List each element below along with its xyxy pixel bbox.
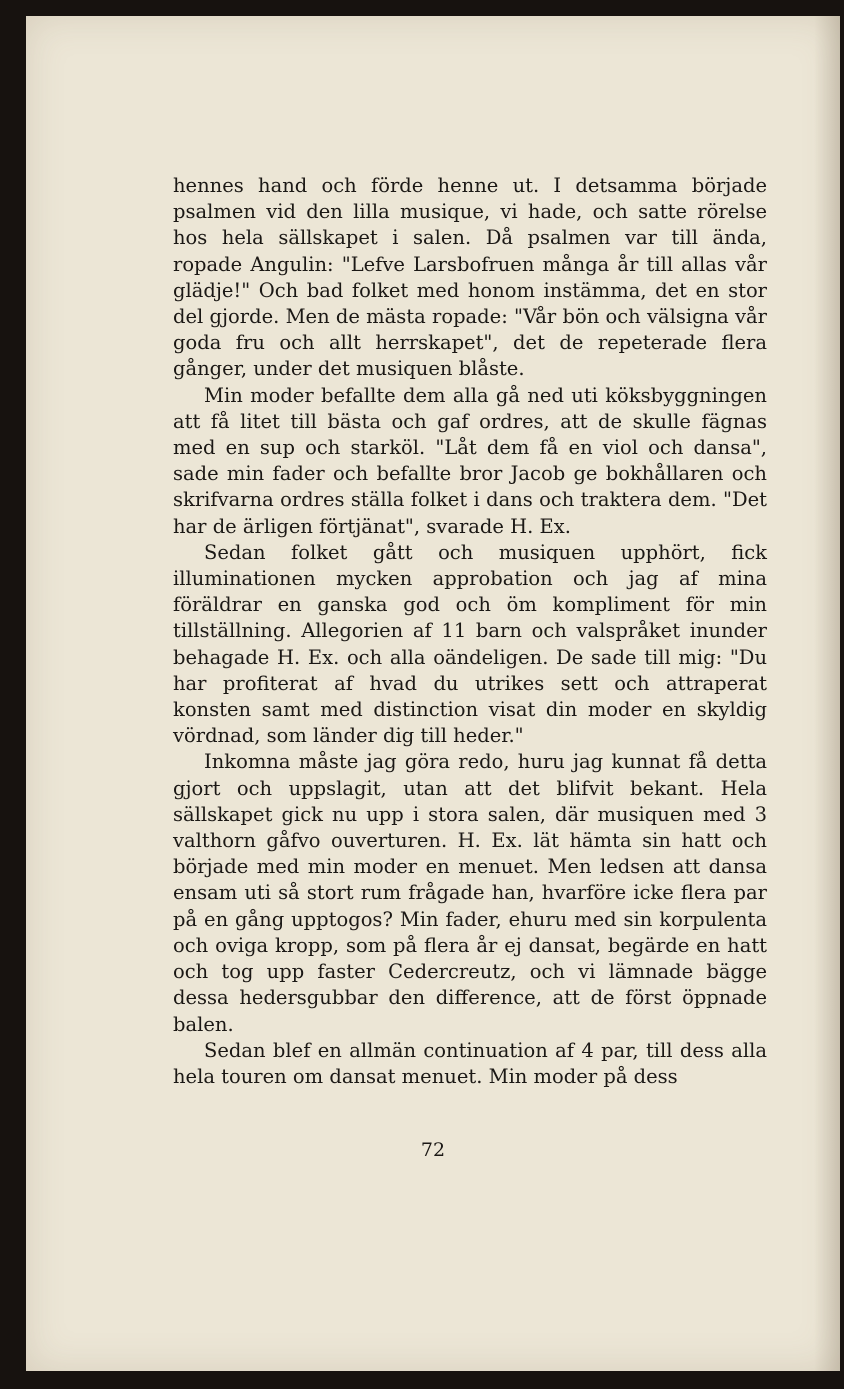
paragraph-1: hennes hand och förde henne ut. I detsamma började psalmen vid den lilla musique, vi hade, och satte rörelse hos hela sällskapet i salen. Då psalmen var till ända, ropade Angulin: "Lefve Larsbofruen många år till allas vår glädje!" Och bad folket med honom instämma, det en stor del gjorde. Men de mästa ropade: "Vår bön och välsigna vår goda fru och allt herrskapet", det de repeterade flera gånger, under det musiquen blåste.: [173, 174, 767, 381]
paragraph-3: Sedan folket gått och musiquen upphört, fick illuminationen mycken approbation och jag af mina föräldrar en ganska god och öm kompliment för min tillställning. Allegorien af 11 barn och valspråket inunder behagade H. Ex. och alla oändeligen. De sade till mig: "Du har profiterat af hvad du utrikes sett och attraperat konsten samt med distinction visat din moder en skyldig vördnad, som länder dig till heder.": [173, 540, 767, 748]
paragraph-2: Min moder befallte dem alla gå ned uti köksbyggningen att få litet till bästa och gaf ordres, att de skulle fägnas med en sup och starköl. "Låt dem få en viol och dansa", sade min fader och befallte bror Jacob ge bokhållaren och skrifvarna ordres ställa folket i dans och traktera dem. "Det har de ärligen förtjänat", svarade H. Ex.: [173, 383, 767, 538]
body-text: [173, 173, 767, 1090]
paragraph-5: Sedan blef en allmän continuation af 4 par, till dess alla hela touren om dansat menuet. Min moder på dess: [173, 1038, 767, 1088]
paragraph-4: Inkomna måste jag göra redo, huru jag kunnat få detta gjort och uppslagit, utan att det blifvit bekant. Hela sällskapet gick nu upp i stora salen, där musiquen med 3 valthorn gåfvo ouverturen. H. Ex. lät hämta sin hatt och började med min moder en menuet. Men ledsen att dansa ensam uti så stort rum frågade han, hvarföre icke flera par på en gång upptogos? Min fader, ehuru med sin korpulenta och oviga kropp, som på flera år ej dansat, begärde en hatt och tog upp faster Cedercreutz, och vi lämnade bägge dessa hedersgubbar den difference, att de först öppnade balen.: [173, 750, 767, 1036]
page-number: 72: [420, 1139, 446, 1161]
book-page: [26, 16, 840, 1371]
page-edge-shadow: [814, 16, 840, 1371]
